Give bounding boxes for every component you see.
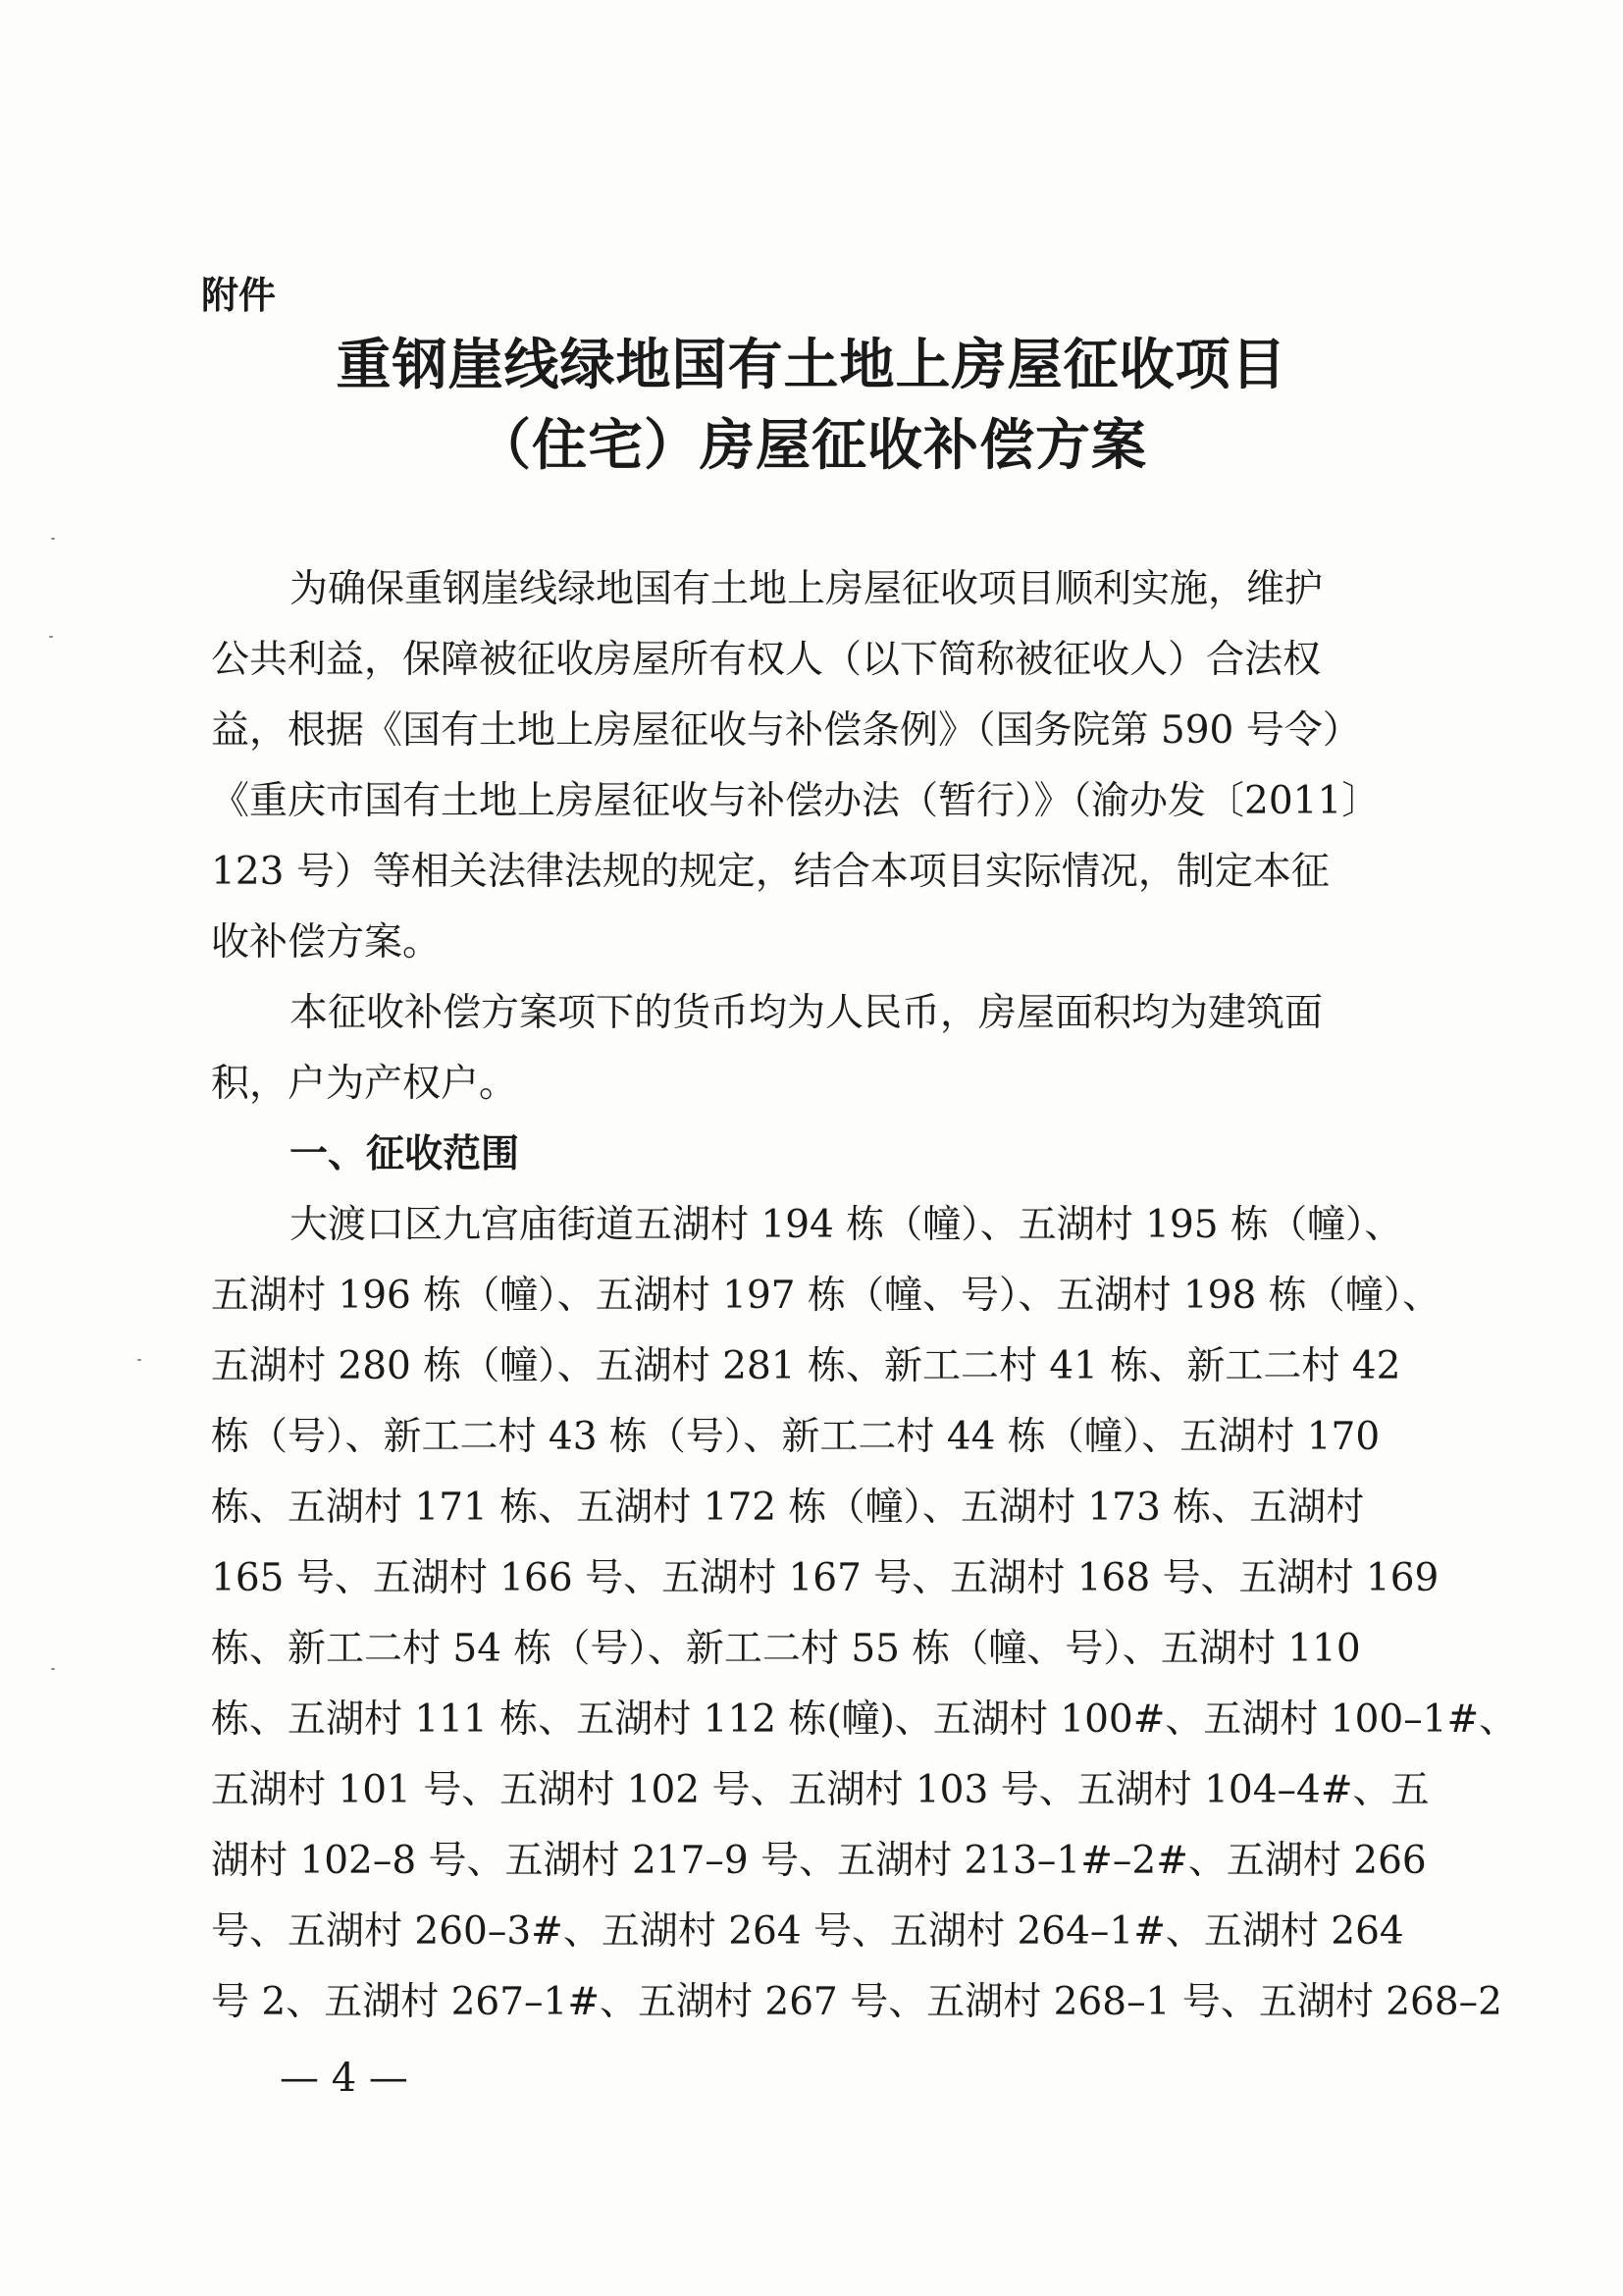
paragraph-line: 积，户为产权户。 <box>211 1062 518 1106</box>
paragraph-line: 大渡口区九宫庙街道五湖村 194 栋（幢）、五湖村 195 栋（幢）、 <box>289 1203 1403 1247</box>
paragraph-line: 栋、五湖村 111 栋、五湖村 112 栋(幢)、五湖村 100#、五湖村 100–1#、 <box>211 1697 1518 1742</box>
paragraph-line: 公共利益，保障被征收房屋所有权人（以下简称被征收人）合法权 <box>211 638 1322 682</box>
paragraph-line: 为确保重钢崖线绿地国有土地上房屋征收项目顺利实施，维护 <box>289 567 1324 611</box>
scan-speck <box>51 1668 55 1670</box>
title-line-2: （住宅）房屋征收补偿方案 <box>476 414 1147 478</box>
paragraph-line: 《重庆市国有土地上房屋征收与补偿办法（暂行）》（渝办发〔2011〕 <box>211 779 1381 823</box>
document-body <box>211 554 1518 2038</box>
paragraph-line: 栋、五湖村 171 栋、五湖村 172 栋（幢）、五湖村 173 栋、五湖村 <box>211 1486 1365 1530</box>
paragraph-line: 五湖村 196 栋（幢）、五湖村 197 栋（幢、号）、五湖村 198 栋（幢）、 <box>211 1274 1441 1318</box>
attachment-label: 附件 <box>201 274 277 317</box>
scan-speck <box>137 1359 141 1361</box>
paragraph-line: 本征收补偿方案项下的货币均为人民币，房屋面积均为建筑面 <box>289 991 1324 1035</box>
paragraph-line: 号、五湖村 260–3#、五湖村 264 号、五湖村 264–1#、五湖村 264 <box>211 1909 1404 1954</box>
page-number: — 4 — <box>280 2056 408 2101</box>
paragraph-line: 栋、新工二村 54 栋（号）、新工二村 55 栋（幢、号）、五湖村 110 <box>211 1627 1361 1671</box>
section-heading: 一、征收范围 <box>289 1132 520 1176</box>
paragraph-line: 收补偿方案。 <box>211 920 442 965</box>
paragraph-line: 五湖村 280 栋（幢）、五湖村 281 栋、新工二村 41 栋、新工二村 42 <box>211 1344 1401 1388</box>
paragraph-line: 165 号、五湖村 166 号、五湖村 167 号、五湖村 168 号、五湖村 169 <box>211 1556 1440 1600</box>
paragraph-line: 号 2、五湖村 267–1#、五湖村 267 号、五湖村 268–1 号、五湖村 268–2 <box>211 1980 1502 2024</box>
paragraph-line: 湖村 102–8 号、五湖村 217–9 号、五湖村 213–1#–2#、五湖村 266 <box>211 1839 1427 1883</box>
paragraph-line: 栋（号）、新工二村 43 栋（号）、新工二村 44 栋（幢）、五湖村 170 <box>211 1415 1381 1459</box>
paragraph-line: 益，根据《国有土地上房屋征收与补偿条例》（国务院第 590 号令） <box>211 708 1361 753</box>
scan-speck <box>49 636 53 638</box>
title-line-1: 重钢崖线绿地国有土地上房屋征收项目 <box>336 334 1287 397</box>
paragraph-line: 五湖村 101 号、五湖村 102 号、五湖村 103 号、五湖村 104–4#、五 <box>211 1768 1430 1812</box>
scan-speck <box>51 538 55 540</box>
paragraph-line: 123 号）等相关法律法规的规定，结合本项目实际情况，制定本征 <box>211 850 1330 894</box>
